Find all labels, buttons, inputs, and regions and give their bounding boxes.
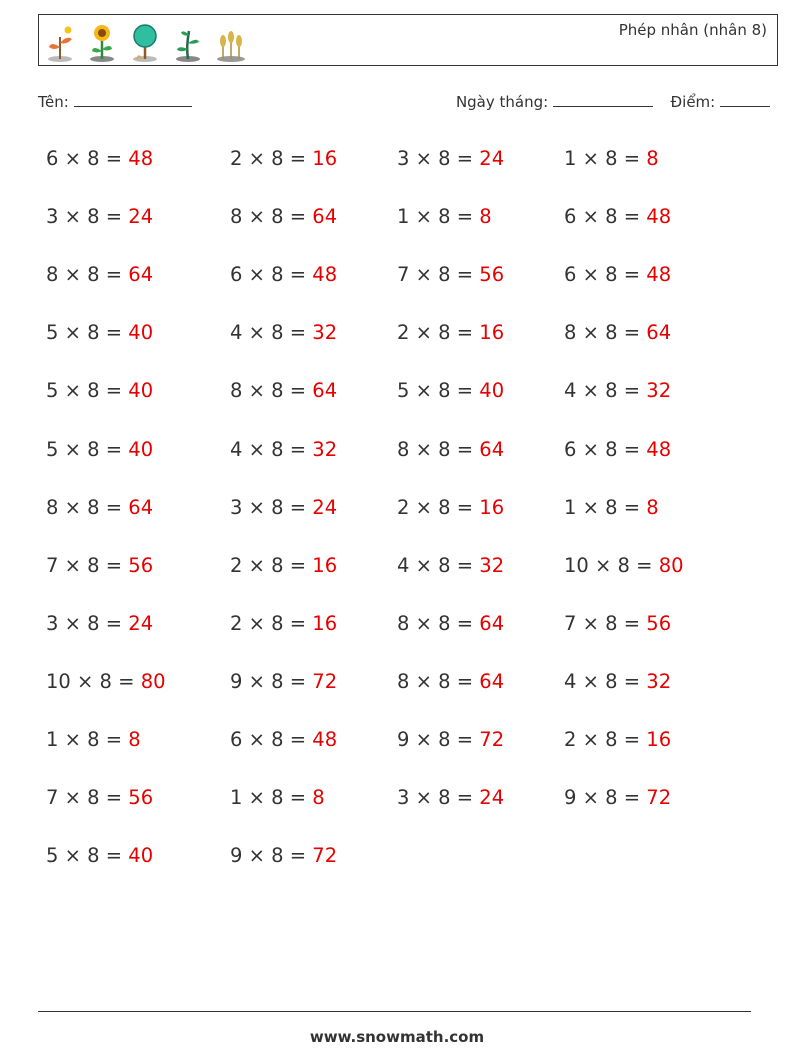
problem-answer: 32 — [312, 437, 338, 461]
multiplication-problem — [46, 670, 166, 693]
problem-answer: 56 — [646, 611, 672, 635]
problem-question: 9 × 8 = — [230, 844, 313, 868]
problem-question: 3 × 8 = — [46, 611, 129, 635]
seedling-icon — [173, 23, 203, 63]
problem-question: 7 × 8 = — [397, 263, 480, 287]
problem-question: 8 × 8 = — [46, 263, 129, 287]
header-box — [38, 14, 778, 66]
problem-answer: 64 — [128, 263, 154, 287]
multiplication-problem — [230, 728, 337, 751]
multiplication-problem — [564, 496, 659, 519]
problem-answer: 24 — [479, 147, 505, 170]
multiplication-problem — [230, 147, 337, 170]
multiplication-problem — [230, 321, 337, 344]
problem-answer: 40 — [479, 379, 505, 403]
multiplication-problem — [397, 612, 504, 635]
problem-answer: 32 — [312, 321, 338, 345]
problem-question: 2 × 8 = — [397, 321, 480, 345]
multiplication-problem — [397, 147, 504, 170]
multiplication-problem — [397, 205, 492, 228]
problem-question: 6 × 8 = — [564, 205, 647, 229]
multiplication-problem — [230, 844, 337, 867]
problem-question: 7 × 8 = — [564, 611, 647, 635]
multiplication-problem — [397, 554, 504, 577]
problem-answer: 64 — [479, 437, 505, 461]
multiplication-problem — [230, 612, 337, 635]
problem-answer: 56 — [128, 553, 154, 577]
problem-answer: 40 — [128, 321, 154, 345]
problem-question: 1 × 8 = — [46, 728, 129, 751]
problem-question: 4 × 8 = — [564, 669, 647, 693]
problem-answer: 64 — [312, 379, 338, 403]
problem-answer: 80 — [658, 553, 684, 577]
multiplication-problem — [397, 496, 504, 519]
problem-question: 2 × 8 = — [230, 147, 313, 170]
multiplication-problem — [46, 554, 153, 577]
plant-sprout-icon — [45, 23, 75, 63]
multiplication-problem — [397, 670, 504, 693]
problem-question: 8 × 8 = — [397, 669, 480, 693]
problem-answer: 16 — [646, 728, 672, 751]
problem-answer: 32 — [479, 553, 505, 577]
name-label: Tên: — [38, 93, 69, 111]
problem-answer: 64 — [128, 495, 154, 519]
problem-question: 6 × 8 = — [46, 147, 129, 170]
problem-answer: 48 — [646, 205, 672, 229]
problem-answer: 8 — [312, 786, 325, 810]
problem-question: 2 × 8 = — [230, 611, 313, 635]
problem-answer: 8 — [128, 728, 141, 751]
problem-question: 7 × 8 = — [46, 786, 129, 810]
problem-question: 2 × 8 = — [397, 495, 480, 519]
problem-question: 5 × 8 = — [46, 321, 129, 345]
problem-answer: 40 — [128, 379, 154, 403]
problem-question: 7 × 8 = — [46, 553, 129, 577]
problem-answer: 40 — [128, 437, 154, 461]
score-label: Điểm: — [670, 93, 716, 111]
problem-question: 9 × 8 = — [230, 669, 313, 693]
multiplication-problem — [46, 321, 153, 344]
multiplication-problem — [397, 438, 504, 461]
problem-question: 3 × 8 = — [397, 786, 480, 810]
problem-question: 10 × 8 = — [46, 669, 141, 693]
problem-question: 8 × 8 = — [46, 495, 129, 519]
multiplication-problem — [230, 379, 337, 402]
multiplication-problem — [564, 728, 671, 751]
multiplication-problem — [230, 263, 337, 286]
problem-question: 8 × 8 = — [397, 437, 480, 461]
score-blank[interactable] — [720, 92, 770, 107]
multiplication-problem — [230, 205, 337, 228]
problem-question: 4 × 8 = — [230, 437, 313, 461]
problem-answer: 16 — [479, 321, 505, 345]
multiplication-problem — [46, 379, 153, 402]
problem-answer: 24 — [128, 205, 154, 229]
problem-question: 3 × 8 = — [230, 495, 313, 519]
multiplication-problem — [46, 205, 153, 228]
multiplication-problem — [46, 496, 153, 519]
problem-answer: 40 — [128, 844, 154, 868]
multiplication-problem — [564, 321, 671, 344]
multiplication-problem — [564, 205, 671, 228]
problem-question: 2 × 8 = — [230, 553, 313, 577]
problem-answer: 64 — [479, 611, 505, 635]
problem-question: 1 × 8 = — [564, 495, 647, 519]
multiplication-problem — [230, 670, 337, 693]
multiplication-problem — [46, 612, 153, 635]
problem-question: 6 × 8 = — [230, 263, 313, 287]
problem-answer: 48 — [312, 263, 338, 287]
problem-answer: 64 — [312, 205, 338, 229]
problem-question: 6 × 8 = — [230, 728, 313, 751]
footer-divider — [38, 1011, 751, 1012]
tree-icon — [129, 23, 161, 63]
multiplication-problem — [230, 786, 325, 809]
date-score-fields — [456, 92, 770, 111]
problem-question: 4 × 8 = — [230, 321, 313, 345]
multiplication-problem — [564, 786, 671, 809]
problem-answer: 16 — [312, 553, 338, 577]
name-field — [38, 92, 192, 111]
problem-answer: 48 — [128, 147, 154, 170]
multiplication-problem — [564, 379, 671, 402]
multiplication-problem — [564, 438, 671, 461]
multiplication-problem — [397, 263, 504, 286]
multiplication-problem — [397, 728, 504, 751]
problem-answer: 8 — [646, 147, 659, 170]
problem-answer: 24 — [479, 786, 505, 810]
problem-answer: 56 — [479, 263, 505, 287]
problem-question: 8 × 8 = — [564, 321, 647, 345]
problem-answer: 56 — [128, 786, 154, 810]
problem-answer: 64 — [646, 321, 672, 345]
multiplication-problem — [564, 147, 659, 170]
multiplication-problem — [46, 147, 153, 170]
problem-question: 5 × 8 = — [46, 437, 129, 461]
problem-question: 8 × 8 = — [397, 611, 480, 635]
sunflower-icon — [87, 23, 117, 63]
header-icons — [45, 19, 247, 63]
problem-question: 8 × 8 = — [230, 205, 313, 229]
multiplication-problem — [564, 612, 671, 635]
wheat-icon — [215, 23, 247, 63]
problem-answer: 32 — [646, 669, 672, 693]
problem-answer: 8 — [646, 495, 659, 519]
multiplication-problem — [397, 321, 504, 344]
problem-answer: 72 — [479, 728, 505, 751]
multiplication-problem — [230, 438, 337, 461]
problem-answer: 16 — [312, 147, 338, 170]
problem-question: 9 × 8 = — [564, 786, 647, 810]
date-label: Ngày tháng: — [455, 93, 549, 111]
multiplication-problem — [230, 554, 337, 577]
problem-question: 3 × 8 = — [46, 205, 129, 229]
problem-question: 6 × 8 = — [564, 437, 647, 461]
problem-question: 8 × 8 = — [230, 379, 313, 403]
problem-question: 6 × 8 = — [564, 263, 647, 287]
problem-answer: 48 — [646, 437, 672, 461]
problem-question: 4 × 8 = — [397, 553, 480, 577]
problem-answer: 80 — [140, 669, 166, 693]
problem-answer: 8 — [479, 205, 492, 229]
problem-answer: 48 — [646, 263, 672, 287]
problem-answer: 64 — [479, 669, 505, 693]
problem-question: 1 × 8 = — [230, 786, 313, 810]
multiplication-problem — [46, 438, 153, 461]
problem-answer: 72 — [646, 786, 672, 810]
name-blank[interactable] — [74, 92, 192, 107]
problem-question: 4 × 8 = — [564, 379, 647, 403]
problem-answer: 72 — [312, 669, 338, 693]
problem-question: 1 × 8 = — [564, 147, 647, 170]
problem-question: 2 × 8 = — [564, 728, 647, 751]
problem-question: 5 × 8 = — [46, 844, 129, 868]
problem-question: 5 × 8 = — [397, 379, 480, 403]
problem-answer: 16 — [479, 495, 505, 519]
multiplication-problem — [564, 670, 671, 693]
multiplication-problem — [564, 554, 684, 577]
multiplication-problem — [230, 496, 337, 519]
multiplication-problem — [46, 786, 153, 809]
problem-answer: 72 — [312, 844, 338, 868]
worksheet-title: Phép nhân (nhân 8) — [618, 21, 767, 39]
problem-question: 9 × 8 = — [397, 728, 480, 751]
date-blank[interactable] — [553, 92, 653, 107]
multiplication-problem — [564, 263, 671, 286]
problem-answer: 24 — [312, 495, 338, 519]
problem-question: 1 × 8 = — [397, 205, 480, 229]
multiplication-problem — [46, 263, 153, 286]
problem-answer: 48 — [312, 728, 338, 751]
problem-answer: 16 — [312, 611, 338, 635]
multiplication-problem — [397, 786, 504, 809]
problem-question: 5 × 8 = — [46, 379, 129, 403]
problem-question: 3 × 8 = — [397, 147, 480, 170]
multiplication-problem — [46, 728, 141, 751]
multiplication-problem — [397, 379, 504, 402]
problem-answer: 32 — [646, 379, 672, 403]
multiplication-problem — [46, 844, 153, 867]
problem-question: 10 × 8 = — [564, 553, 659, 577]
problem-answer: 24 — [128, 611, 154, 635]
footer-url: www.snowmath.com — [309, 1028, 485, 1046]
